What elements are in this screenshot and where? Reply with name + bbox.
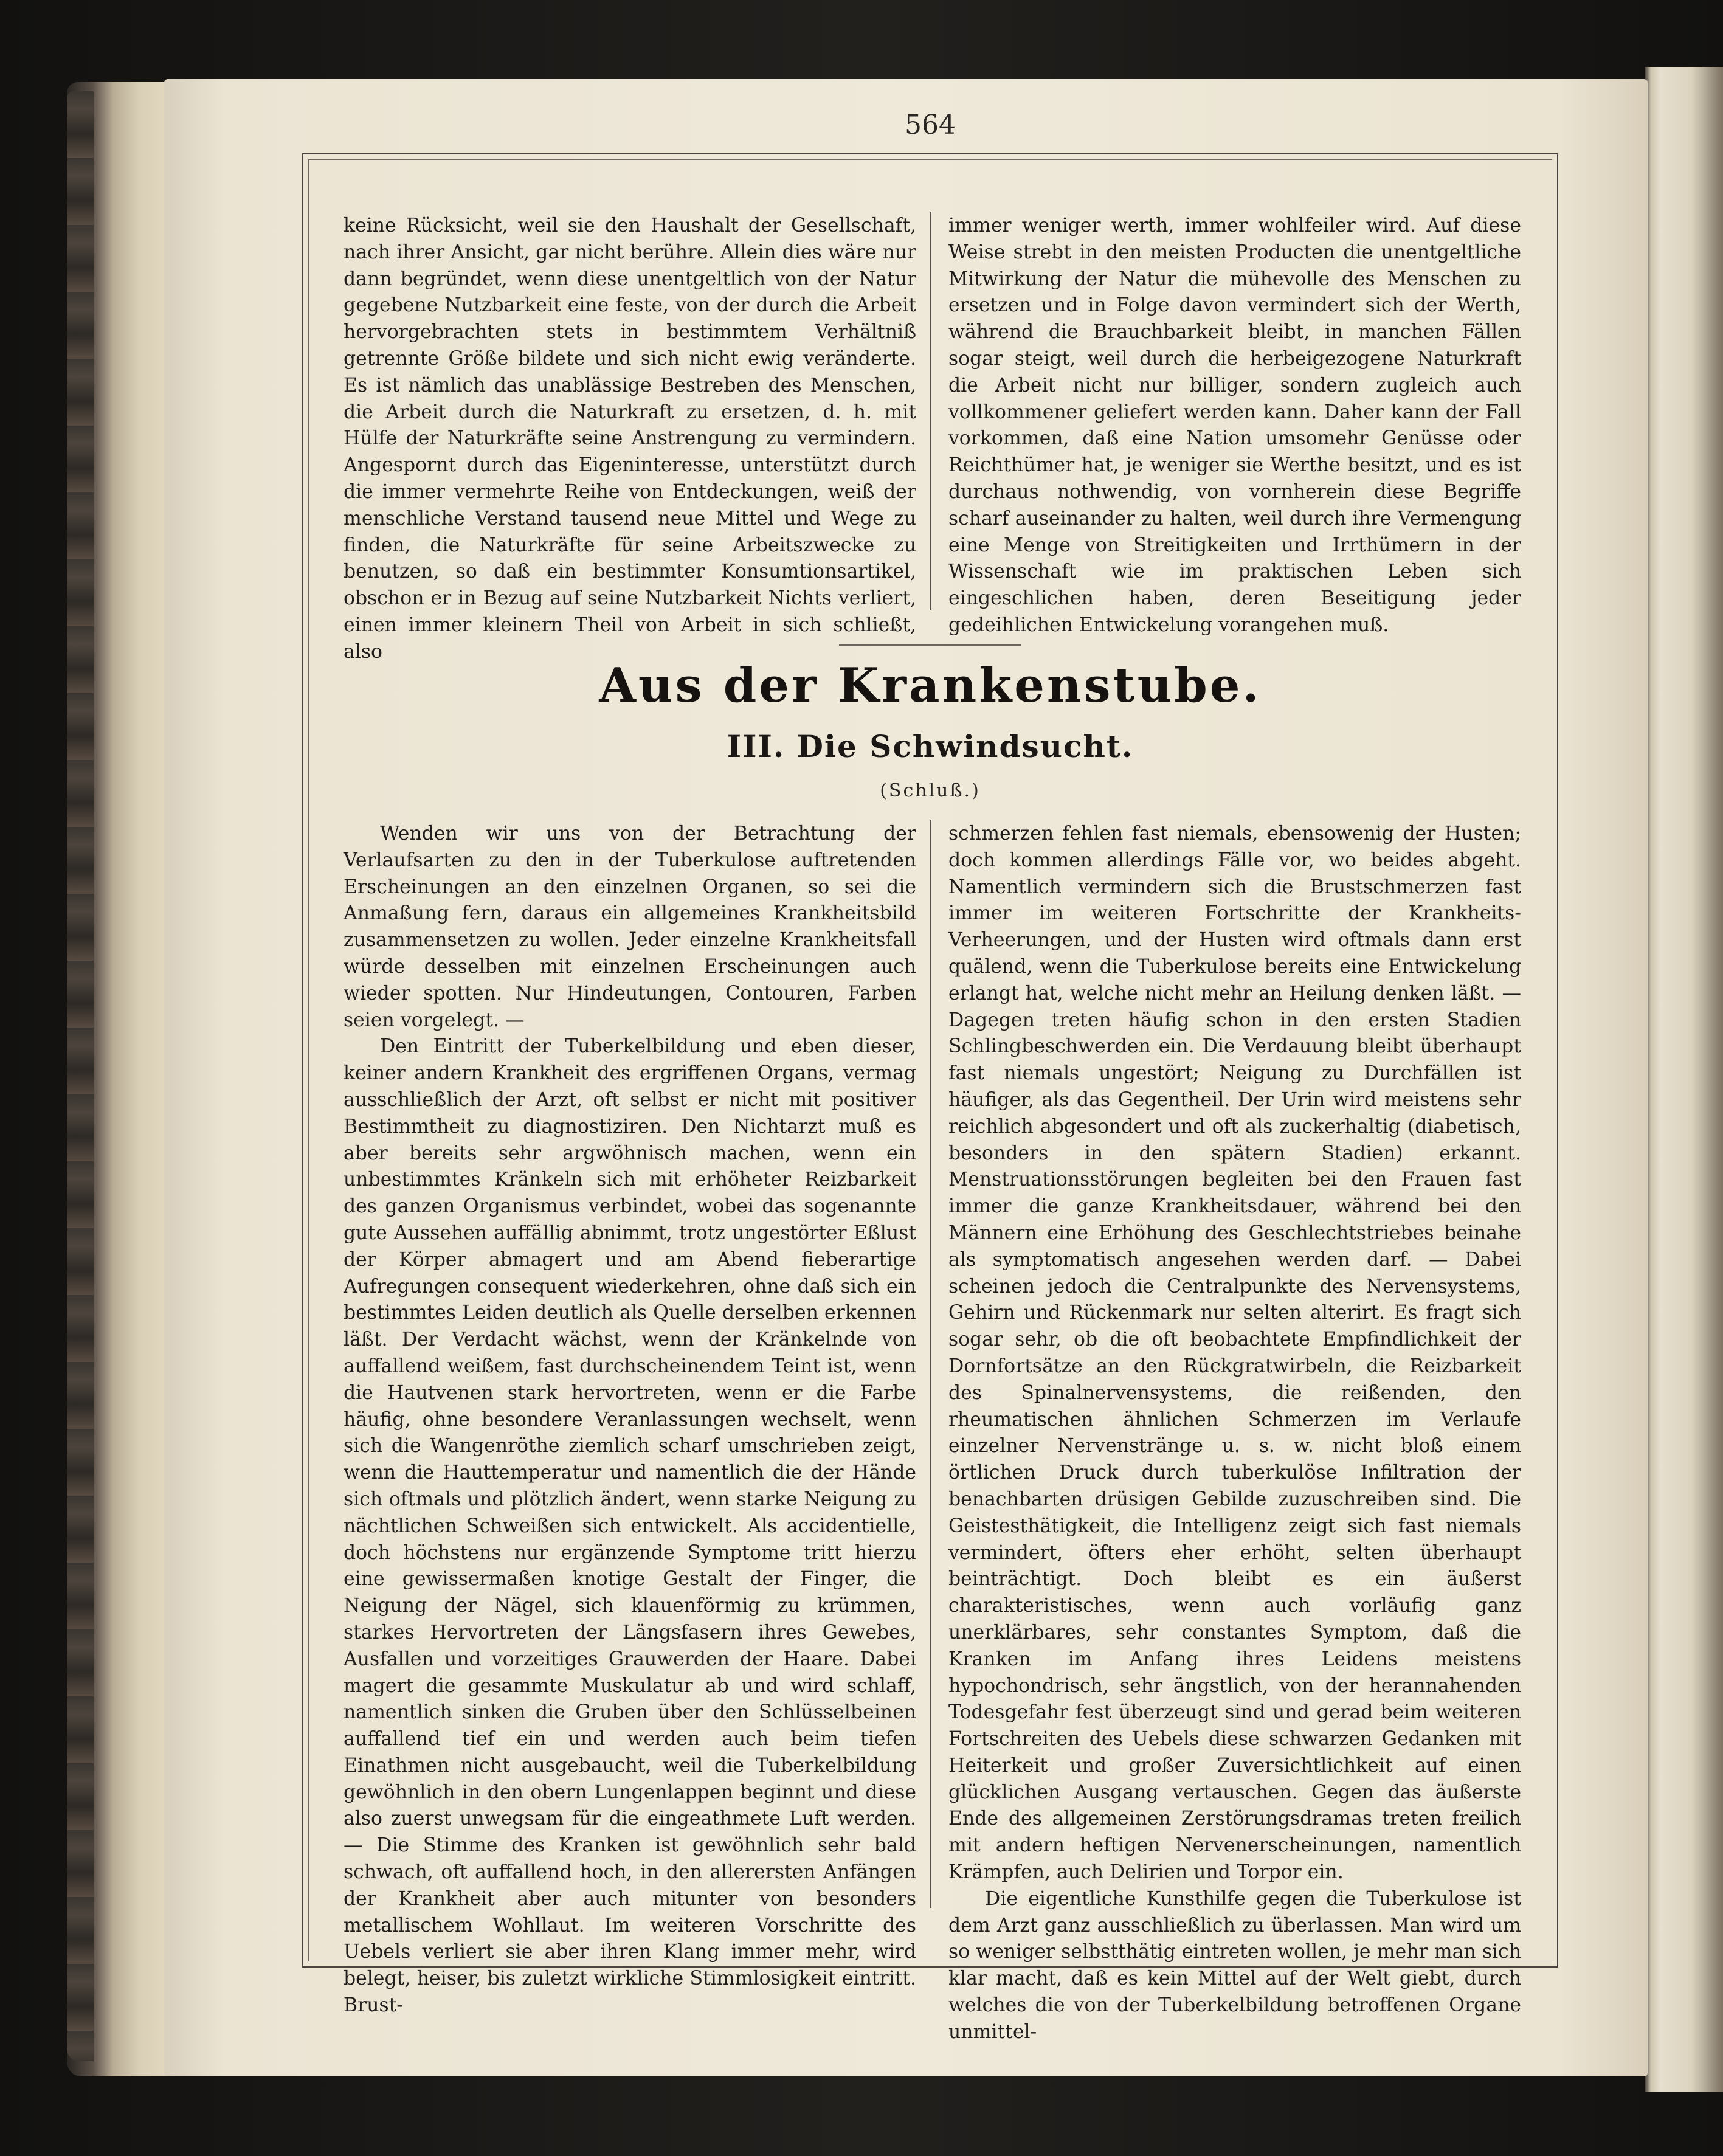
article-paragraph: Wenden wir uns von der Betrachtung der Verlaufsarten zu den in der Tuberkulose auftretenden Erscheinungen an den einzelnen Organen, so sei die Anmaßung fern, daraus ein allgemeines Krankheitsbild zusammensetzen zu wollen. Jeder einzelne Krankheitsfall würde desselben mit einzelnen Erscheinungen auch wieder spotten. Nur Hindeutungen, Contouren, Farben seien vorgelegt. — (344, 823, 916, 1031)
top-right-paragraph: immer weniger werth, immer wohlfeiler wird. Auf diese Weise strebt in den meisten Producten die unentgeltliche Mitwirkung der Natur die mühevolle des Menschen zu ersetzen und in Folge davon vermindert sich der Werth, während die Brauchbarkeit bleibt, in manchen Fällen sogar steigt, weil durch die herbeigezogene Naturkraft die Arbeit nicht nur billiger, sondern zugleich auch vollkommener geliefert werden kann. Daher kann der Fall vorkommen, daß eine Nation umsomehr Genüsse oder Reichthümer hat, je weniger sie Werthe besitzt, und es ist durchaus nothwendig, von vornherein diese Begriffe scharf auseinander zu halten, weil durch ihre Vermengung eine Menge von Streitigkeiten und Irrthümern in der Wissenschaft wie im praktischen Leben sich eingeschlichen haben, deren Beseitigung jeder gedeihlichen Entwickelung vorangehen muß. (948, 215, 1521, 636)
article-paragraph: Den Eintritt der Tuberkelbildung und eben dieser, keiner andern Krankheit des ergriffenen Organs, vermag ausschließlich der Arzt, oft selbst er nicht mit positiver Bestimmtheit zu diagnostiziren. Den Nichtarzt muß es aber bereits sehr argwöhnisch machen, wenn ein unbestimmtes Kränkeln sich mit erhöheter Reizbarkeit des ganzen Organismus verbindet, wobei das sogenannte gute Aussehen auffällig abnimmt, trotz ungestörter Eßlust der Körper abmagert und am Abend fieberartige Aufregungen consequent wiederkehren, ohne daß sich ein bestimmtes Leiden deutlich als Quelle derselben erkennen läßt. Der Verdacht wächst, wenn der Kränkelnde von auffallend weißem, fast durchscheinendem Teint ist, wenn die Hautvenen stark hervortreten, wenn er die Farbe häufig, ohne besondere Veranlassungen wechselt, wenn sich die Wangenröthe ziemlich scharf umschrieben zeigt, wenn die Hauttemperatur und namentlich die der Hände sich oftmals und plötzlich ändert, wenn starke Neigung zu nächtlichen Schweißen sich entwickelt. Als accidentielle, doch höchstens nur ergänzende Symptome tritt hierzu eine gewissermaßen knotige Gestalt der Finger, die Neigung der Nägel, sich klauenförmig zu krümmen, starkes Hervortreten der Längsfasern ihres Gewebes, Ausfallen und vorzeitiges Grauwerden der Haare. Dabei magert die gesammte Muskulatur ab und wird schlaff, namentlich sinken die Gruben über den Schlüsselbeinen auffallend tief ein und werden auch beim tiefen Einathmen nicht ausgebaucht, weil die Tuberkelbildung gewöhnlich in den obern Lungenlappen beginnt und diese also zuerst unwegsam für die eingeathmete Luft werden. — Die Stimme des Kranken ist gewöhnlich sehr bald schwach, oft auffallend hoch, in den allerersten Anfängen der Krankheit aber auch mitunter von besonders metallischem Wohllaut. Im weiteren Vorschritte des Uebels verliert sie aber ihren Klang immer mehr, wird belegt, heiser, bis zuletzt wirkliche Stimmlosigkeit eintritt. Brust- (344, 1035, 916, 2017)
article-title: Aus der Krankenstube. (599, 658, 1262, 713)
page-number: 564 (905, 109, 956, 140)
section-divider-rule (839, 644, 1021, 646)
article-right-column (948, 821, 1521, 2046)
article-left-column (344, 821, 916, 2019)
article-note: (Schluß.) (880, 780, 981, 801)
article-paragraph: schmerzen fehlen fast niemals, ebensowenig der Husten; doch kommen allerdings Fälle vor, wo beides abgeht. Namentlich vermindern sich die Brustschmerzen fast immer im weiteren Fortschritte der Krankheits-Verheerungen, und der Husten wird oftmals dann erst quälend, wenn die Tuberkulose bereits eine Entwickelung erlangt hat, welche nicht mehr an Heilung denken läßt. — Dagegen treten häufig schon in den ersten Stadien Schlingbeschwerden ein. Die Verdauung bleibt überhaupt fast niemals ungestört; Neigung zu Durchfällen ist häufiger, als das Gegentheil. Der Urin wird meistens sehr reichlich abgesondert und oft als zuckerhaltig (diabetisch, besonders in den spätern Stadien) erkannt. Menstruationsstörungen begleiten bei den Frauen fast immer die ganze Krankheitsdauer, während bei den Männern eine Erhöhung des Geschlechtstriebes beinahe als symptomatisch angesehen werden darf. — Dabei scheinen jedoch die Centralpunkte des Nervensystems, Gehirn und Rückenmark nur selten alterirt. Es fragt sich sogar sehr, ob die oft beobachtete Empfindlichkeit der Dornfortsätze an den Rückgratwirbeln, die Reizbarkeit des Spinalnervensystems, die reißenden, den rheumatischen ähnlichen Schmerzen im Verlaufe einzelner Nervenstränge u. s. w. nicht bloß einem örtlichen Druck durch tuberkulöse Infiltration der benachbarten drüsigen Gebilde zuzuschreiben sind. Die Geistesthätigkeit, die Intelligenz zeigt sich fast niemals vermindert, öfters eher erhöht, selten überhaupt beinträchtigt. Doch bleibt es ein äußerst charakteristisches, wenn auch vorläufig ganz unerklärbares, sehr constantes Symptom, daß die Kranken im Anfang ihres Leidens meistens hypochondrisch, sehr ängstlich, von der herannahenden Todesgefahr fest überzeugt sind und gerad beim weiteren Fortschreiten des Uebels diese schwarzen Gedanken mit Heiterkeit und großer Zuversichtlichkeit auf einen glücklichen Ausgang vertauschen. Gegen das äußerste Ende des allgemeinen Zerstörungsdramas treten freilich mit andern heftigen Nervenerscheinungen, namentlich Krämpfen, auch Delirien und Torpor ein. (948, 823, 1521, 1884)
right-page-stack (1645, 67, 1723, 2092)
top-left-paragraph: keine Rücksicht, weil sie den Haushalt der Gesellschaft, nach ihrer Ansicht, gar nicht berühre. Allein dies wäre nur dann begründet, wenn diese unentgeltlich von der Natur gegebene Nutzbarkeit eine feste, von der durch die Arbeit hervorgebrachten stets in bestimmtem Verhältniß getrennte Größe bildete und sich nicht ewig veränderte. Es ist nämlich das unablässige Bestreben des Menschen, die Arbeit durch die Naturkraft zu ersetzen, d. h. mit Hülfe der Naturkräfte seine Anstrengung zu vermindern. Angespornt durch das Eigeninteresse, unterstützt durch die immer vermehrte Reihe von Entdeckungen, weiß der menschliche Verstand tausend neue Mittel und Wege zu finden, die Naturkräfte für seine Arbeitszwecke zu benutzen, so daß ein bestimmter Konsumtionsartikel, obschon er in Bezug auf seine Nutzbarkeit Nichts verliert, einen immer kleinern Theil von Arbeit in sich schließt, also (344, 215, 916, 663)
top-right-column (948, 213, 1521, 639)
book-binding-edge (67, 91, 94, 2061)
column-divider-top (930, 212, 931, 610)
column-divider-bottom (930, 820, 931, 1908)
article-subtitle: III. Die Schwindsucht. (727, 728, 1134, 764)
top-left-column (344, 213, 916, 666)
article-paragraph: Die eigentliche Kunsthilfe gegen die Tuberkulose ist dem Arzt ganz ausschließlich zu überlassen. Man wird um so weniger selbstthätig eintreten wollen, je mehr man sich klar macht, daß es kein Mittel auf der Welt giebt, durch welches die von der Tuberkelbildung betroffenen Organe unmittel- (948, 1887, 1521, 2043)
